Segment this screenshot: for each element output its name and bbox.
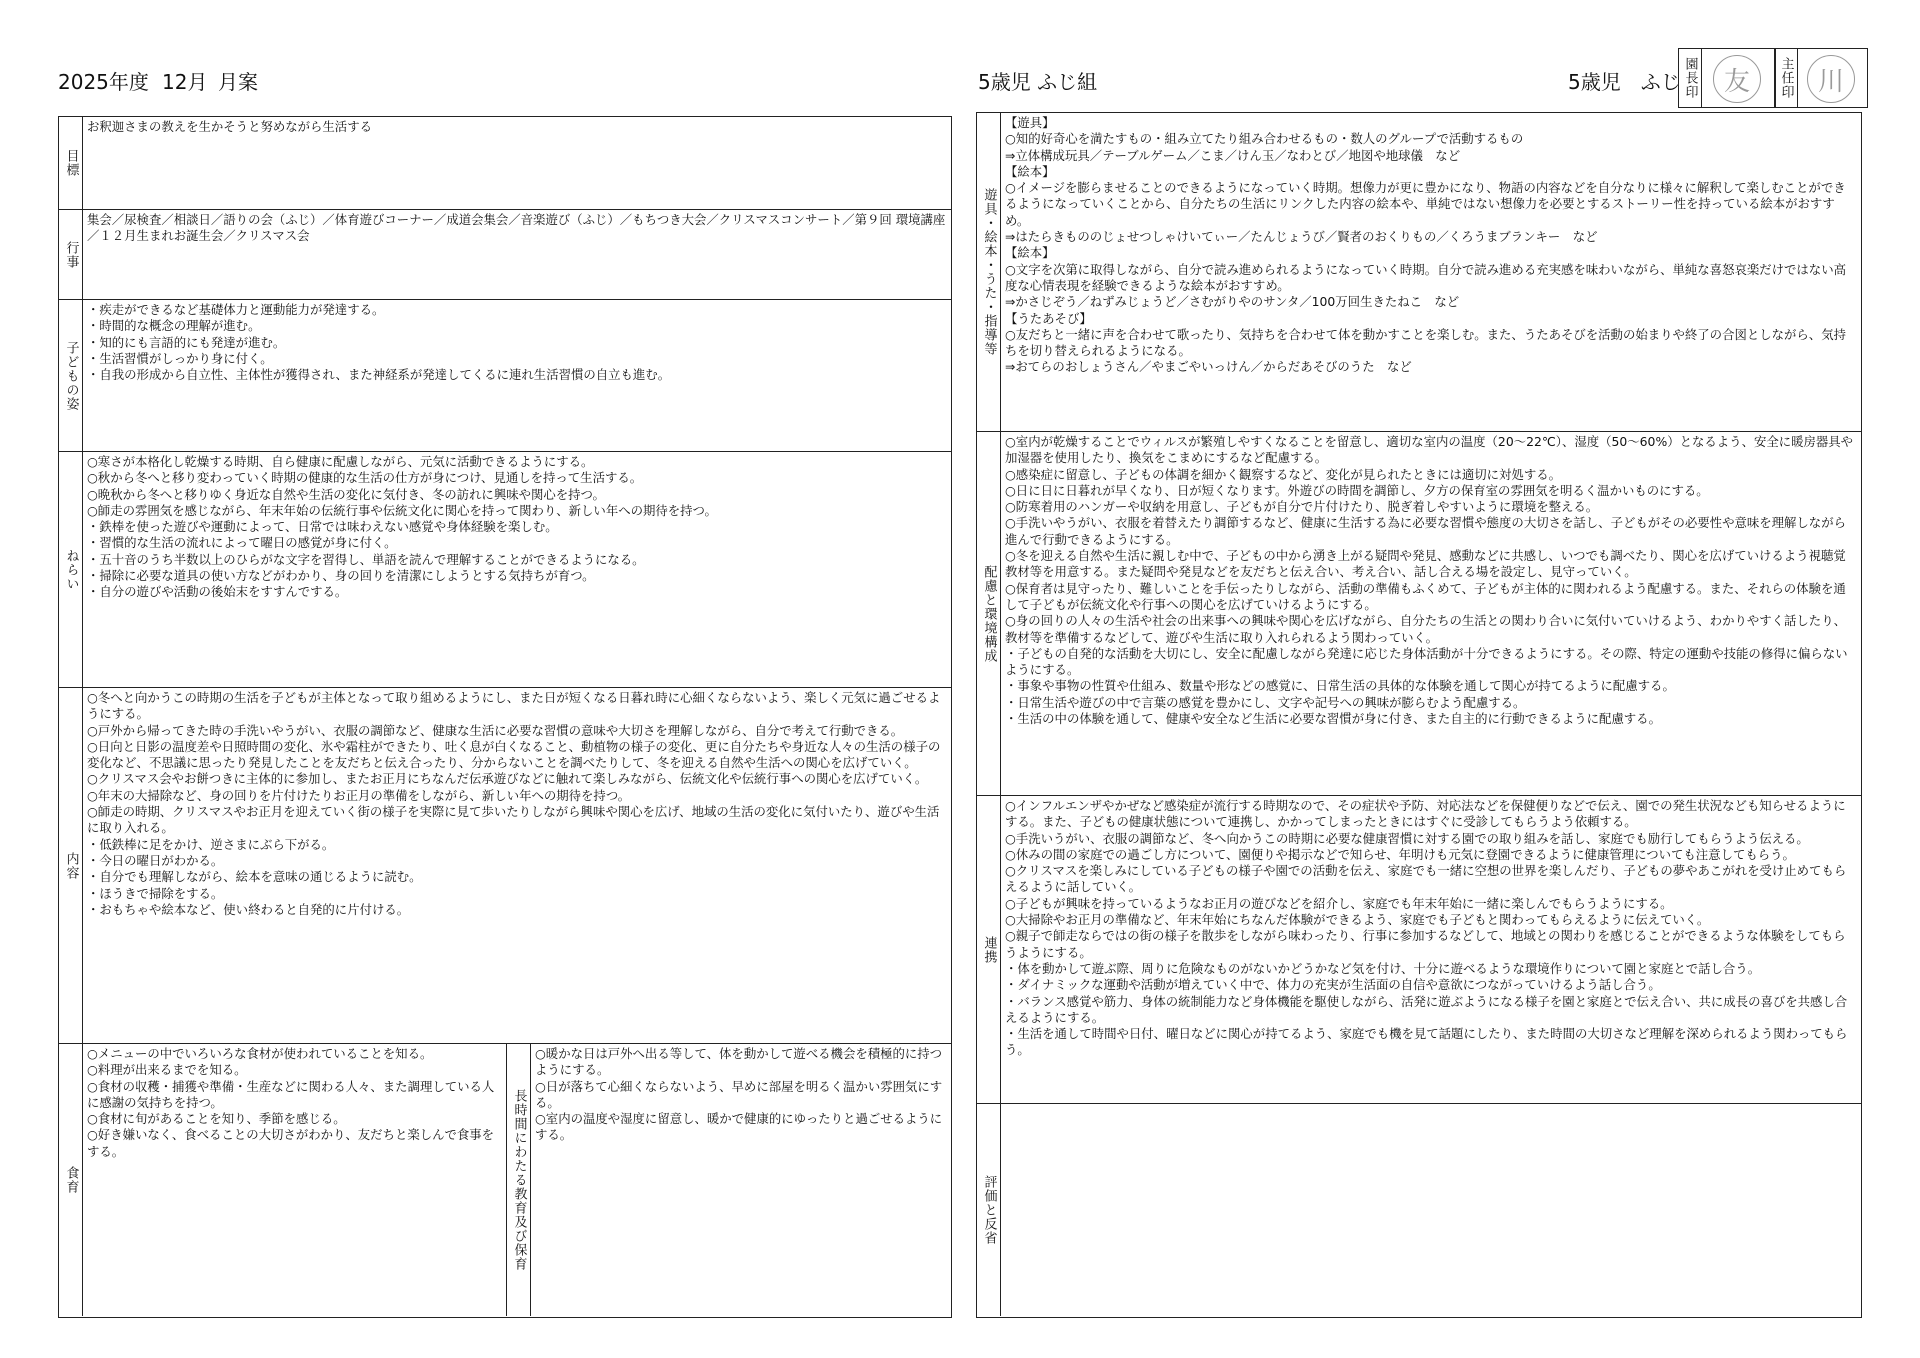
cooperation-label: 連携: [977, 796, 1001, 1103]
aims-label: ねらい: [59, 452, 83, 687]
chief-seal-box: [1774, 48, 1868, 108]
content-label: 内容: [59, 688, 83, 1043]
children-state-row: [59, 299, 951, 451]
environment-label: 配慮と環境構成: [977, 432, 1001, 795]
environment-text: ○室内が乾燥することでウィルスが繁殖しやすくなることを留意し、適切な室内の温度（20～22℃）、湿度（50～60%）となるよう、安全に暖房器具や加湿器を使用したり、換気をこまめにするなど配慮する。 ○感染症に留意し、子どもの体調を細かく観察するなど、変化が見られたときには適切に対処する。 ○日に日に日暮れが早くなり、日が短くなります。外遊びの時間を調節し、夕方の保育室の雰囲気を明るく温かいものにする。 ○防寒着用のハンガーや収納を用意し、子どもが自分で片付けたり、脱ぎ着しやすいように環境を整える。 ○手洗いやうがい、衣服を着替えたり調節するなど、健康に生活する為に必要な習慣や態度の大切さを話し、子どもがその必要性や意味を理解しながら進んで行動できるようにする。 ○冬を迎える自然や生活に親しむ中で、子どもの中から湧き上がる疑問や発見、感動などに共感し、いつでも調べたり、関心を広げていけるよう視聴覚教材等を用意する。また疑問や発見などを友だちと伝え合い、考え合い、話し合える場を設定し、見守っていく。 ○保育者は見守ったり、難しいことを手伝ったりしながら、活動の準備もふくめて、子どもが主体的に関われるよう配慮する。また、それらの体験を通して子どもが伝統文化や行事への関心を広げていけるようにする。 ○身の回りの人々の生活や社会の出来事への興味や関心を広げながら、自分たちの生活との関わり合いに気付いていけるよう、わかりやすく話したり、教材等を準備するなどして、遊びや生活に取り入れられるよう関わっていく。 ・子どもの自発的な活動を大切にし、安全に配慮しながら発達に応じた身体活動が十分できるようにする。その際、特定の運動や技能の修得に偏らないようにする。 ・事象や事物の性質や仕組み、数量や形などの感覚に、日常生活の具体的な体験を通して関心が持てるように配慮する。 ・日常生活や遊びの中で言葉の感覚を豊かにし、文字や記号への興味が膨らむよう配慮する。 ・生活の中の体験を通して、健康や安全など生活に必要な習慣が身に付き、また自主的に行動できるように配慮する。: [1005, 434, 1854, 727]
class-name-center: 5歳児 ふじ組: [978, 70, 1098, 94]
cooperation-text: ○インフルエンザやかぜなど感染症が流行する時期なので、その症状や予防、対応法などを保健便りなどで伝え、園での発生状況なども知らせるようにする。また、子どもの健康状態について連携し、かかってしまったときにはすぐに受診してもらうよう依頼する。 ○手洗いうがい、衣服の調節など、冬へ向かうこの時期に必要な健康習慣に対する園での取り組みを話し、家庭でも励行してもらうよう伝える。 ○休みの間の家庭での過ごし方について、園便りや掲示などで知らせ、年明けも元気に登園できるように健康管理についても注意してもらう。 ○クリスマスを楽しみにしている子どもの様子や園での活動を伝え、家庭でも一緒に空想の世界を楽しんだり、子どもの夢やあこがれを受け止めてもらえるように話していく。 ○子どもが興味を持っているようなお正月の遊びなどを紹介し、家庭でも年末年始に一緒に楽しんでもらうようにする。 ○大掃除やお正月の準備など、年末年始にちなんだ体験ができるよう、家庭でも子どもと関わってもらえるように伝えていく。 ○親子で師走ならではの街の様子を散歩をしながら味わったり、行事に参加するなどして、地域との関わりを感じることができるような体験をしてもらうようにする。 ・体を動かして遊ぶ際、周りに危険なものがないかどうかなど気を付け、十分に遊べるような環境作りについて園と家庭とで話し合う。 ・ダイナミックな運動や活動が増えていく中で、体力の充実が生活面の自信や意欲につながっていけるよう話し合う。 ・バランス感覚や筋力、身体の統制能力など身体機能を駆使しながら、活発に遊ぶようになる様子を園と家庭とで伝え合い、共に成長の喜びを共感し合えるようにする。 ・生活を通して時間や日付、曜日などに関心が持てるよう、家庭でも機を見て話題にしたり、また時間の大切さなど理解を深められるよう関わってもらう。: [1005, 798, 1848, 1058]
goal-label: 目標: [59, 117, 83, 209]
events-row: [59, 209, 951, 299]
content-text: ○冬へと向かうこの時期の生活を子どもが主体となって取り組めるようにし、また日が短くなる日暮れ時に心細くならないよう、楽しく元気に過ごせるようにする。 ○戸外から帰ってきた時の手洗いやうがい、衣服の調節など、健康な生活に必要な習慣の意味や大切さを理解しながら、自分で考えて行動できる。 ○日向と日影の温度差や日照時間の変化、氷や霜柱ができたり、吐く息が白くなること、動植物の様子の変化、更に自分たちや身近な人々の生活の様子の変化など、不思議に思ったり発見したことを友だちと伝え合ったり、分からないことを調べたりして、冬を迎える自然や生活への関心を広げていく。 ○クリスマス会やお餅つきに主体的に参加し、またお正月にちなんだ伝承遊びなどに触れて楽しみながら、伝統文化や伝統行事への関心を広げていく。 ○年末の大掃除など、身の回りを片付けたりお正月の準備をしながら、新しい年への期待を持つ。 ○師走の時期、クリスマスやお正月を迎えていく街の様子を実際に見て歩いたりしながら興味や関心を広げ、地域の生活の変化に気付いたり、遊びや生活に取り入れる。 ・低鉄棒に足をかけ、逆さまにぶら下がる。 ・今日の曜日がわかる。 ・自分でも理解しながら、絵本を意味の通じるように読む。 ・ほうきで掃除をする。 ・おもちゃや絵本など、使い終わると自発的に片付ける。: [87, 690, 941, 917]
chief-seal-stamp: 川: [1807, 55, 1855, 103]
long-hours-care-label: 長時間にわたる教育及び保育: [507, 1044, 531, 1316]
director-seal-label: 園長印: [1679, 49, 1702, 107]
month: 12月: [162, 70, 208, 94]
evaluation-label: 評価と反省: [977, 1104, 1001, 1316]
materials-label: 遊具・絵本・うた・指導等: [977, 113, 1001, 431]
materials-row: [977, 113, 1861, 431]
page-header: [0, 0, 1920, 112]
evaluation-row: [977, 1103, 1861, 1316]
aims-text: ○寒さが本格化し乾燥する時期、自ら健康に配慮しながら、元気に活動できるようにする。 ○秋から冬へと移り変わっていく時期の健康的な生活の仕方が身につけ、見通しを持って生活する。 ○晩秋から冬へと移りゆく身近な自然や生活の変化に気付き、冬の訪れに興味や関心を持つ。 ○師走の雰囲気を感じながら、年末年始の伝統行事や伝統文化に関心を持って関わり、新しい年への期待を持つ。 ・鉄棒を使った遊びや運動によって、日常では味わえない感覚や身体経験を楽しむ。 ・習慣的な生活の流れによって曜日の感覚が身に付く。 ・五十音のうち半数以上のひらがな文字を習得し、単語を読んで理解することができるようになる。 ・掃除に必要な道具の使い方などがわかり、身の回りを清潔にしようとする気持ちが育つ。 ・自分の遊びや活動の後始末をすすんでする。: [87, 454, 717, 600]
left-plan-sheet: [58, 116, 952, 1318]
chief-seal-label: 主任印: [1775, 49, 1798, 107]
food-education-cell: [59, 1044, 507, 1316]
aims-row: [59, 451, 951, 687]
evaluation-text[interactable]: [1005, 1106, 1856, 1314]
children-state-text: ・疾走ができるなど基礎体力と運動能力が発達する。 ・時間的な概念の理解が進む。 ・知的にも言語的にも発達が進む。 ・生活習慣がしっかり身に付く。 ・自我の形成から自立性、主体性が獲得され、また神経系が発達してくるに連れ生活習慣の自立も進む。: [87, 302, 671, 383]
content-row: [59, 687, 951, 1043]
class-name-right: 5歳児 ふじ: [1568, 70, 1681, 94]
director-seal-box: [1678, 48, 1776, 108]
food-education-label: 食育: [59, 1044, 83, 1316]
cooperation-row: [977, 795, 1861, 1103]
director-seal-stamp: 友: [1713, 55, 1761, 103]
goal-text: お釈迦さまの教えを生かそうと努めながら生活する: [87, 119, 372, 134]
environment-row: [977, 431, 1861, 795]
children-state-label: 子どもの姿: [59, 300, 83, 451]
food-education-text: ○メニューの中でいろいろな食材が使われていることを知る。 ○料理が出来るまでを知る。 ○食材の収穫・捕獲や準備・生産などに関わる人々、また調理している人に感謝の気持ちを持つ。 ○食材に旬があることを知り、季節を感じる。 ○好き嫌いなく、食べることの大切さがわかり、友だちと楽しんで食事をする。: [87, 1046, 495, 1159]
document-type: 月案: [218, 70, 258, 94]
events-text: 集会／尿検査／相談日／語りの会（ふじ）／体育遊びコーナー／成道会集会／音楽遊び（ふじ）／もちつき大会／クリスマスコンサート／第９回 環境講座／１２月生まれお誕生会／クリスマス会: [87, 212, 946, 244]
fiscal-year: 2025年度: [58, 70, 149, 94]
events-label: 行事: [59, 210, 83, 299]
food-and-longcare-row: [59, 1043, 951, 1316]
right-plan-sheet: [976, 112, 1862, 1318]
long-hours-care-cell: [507, 1044, 950, 1316]
long-hours-care-text: ○暖かな日は戸外へ出る等して、体を動かして遊べる機会を積極的に持つようにする。 ○日が落ちて心細くならないよう、早めに部屋を明るく温かい雰囲気にする。 ○室内の温度や湿度に留意し、暖かで健康的にゆったりと過ごせるようにする。: [535, 1046, 943, 1143]
goal-row: [59, 117, 951, 209]
materials-text: 【遊具】 ○知的好奇心を満たすもの・組み立てたり組み合わせるもの・数人のグループで活動するもの ⇒立体構成玩具／テーブルゲーム／こま／けん玉／なわとび／地図や地球儀 など 【絵本】 ○イメージを膨らませることのできるようになっていく時期。想像力が更に豊かになり、物語の内容などを自分なりに様々に解釈して楽しむことができるようになっていくことから、自分たちの生活にリンクした内容の絵本や、単純ではない想像力を必要とするストーリー性を持っている絵本がおすすめ。 ⇒はたらきもののじょせつしゃけいてぃー／たんじょうび／賢者のおくりもの／くろうまブランキー など 【絵本】 ○文字を次第に取得しながら、自分で読み進められるようになっていく時期。自分で読み進める充実感を味わいながら、単純な喜怒哀楽だけではない高度な心情表現を経験できるような絵本がおすすめ。 ⇒かさじぞう／ねずみじょうど／さむがりやのサンタ／100万回生きたねこ など 【うたあそび】 ○友だちと一緒に声を合わせて歌ったり、気持ちを合わせて体を動かすことを楽しむ。また、うたあそびを活動の始まりや終了の合図としながら、気持ちを切り替えられるようになる。 ⇒おてらのおしょうさん／やまごやいっけん／からだあそびのうた など: [1005, 115, 1846, 375]
